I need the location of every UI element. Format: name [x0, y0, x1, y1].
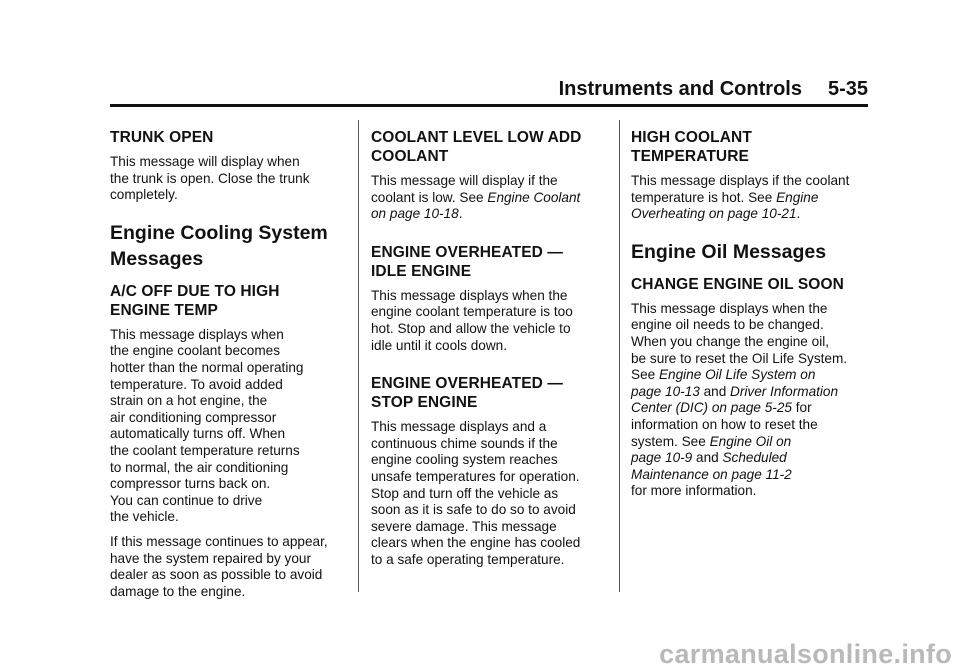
- column-middle: [371, 124, 603, 577]
- oil-life-page-ref: page 10-13: [631, 383, 700, 399]
- change-oil-heading: CHANGE ENGINE OIL SOON: [631, 275, 844, 293]
- overheated-stop-heading: ENGINE OVERHEATED — STOP ENGINE: [371, 375, 563, 412]
- section-title: Instruments and Controls: [558, 78, 802, 100]
- coolant-low-heading: COOLANT LEVEL LOW ADD COOLANT: [371, 129, 582, 165]
- overheated-idle-heading: ENGINE OVERHEATED — IDLE ENGINE: [371, 243, 563, 280]
- high-coolant-heading: HIGH COOLANT TEMPERATURE: [631, 129, 752, 165]
- page-header: [559, 78, 868, 101]
- engine-coolant-reference: Engine Coolant: [487, 189, 581, 205]
- engine-overheating-page-ref: Overheating on page 10-21: [631, 206, 797, 222]
- trunk-open-heading: TRUNK OPEN: [110, 129, 214, 146]
- header-rule: [110, 104, 868, 107]
- engine-oil-heading: Engine Oil Messages: [631, 240, 827, 263]
- dic-page-ref: Center (DIC) on page 5-25: [631, 400, 792, 416]
- column-right: [631, 124, 863, 508]
- engine-cooling-heading: Engine Cooling System Messages: [110, 221, 328, 270]
- ac-off-heading: A/C OFF DUE TO HIGH ENGINE TEMP: [110, 282, 280, 319]
- column-left: [110, 124, 342, 608]
- high-coolant-text: This message displays if the coolant temperature is hot. See Engine Overheating on page 10-21.: [631, 173, 850, 222]
- change-oil-text: This message displays when the engine oil needs to be changed. When you change the engine oil, be sure to reset the Oil Life System. See Engine Oil Life System on page 10-13 and Driver Information Center (DIC) on page 5-25 for information on how to reset the system. See Engine Oil on page 10-9 and Scheduled Maintenance on page 11-2 for more information.: [631, 300, 848, 499]
- overheated-idle-text: This message displays when the engine coolant temperature is too hot. Stop and allow the vehicle to idle until it cools down.: [371, 287, 573, 353]
- page-number: 5-35: [827, 78, 868, 100]
- engine-oil-page-ref: page 10-9: [631, 450, 693, 466]
- dic-reference: Driver Information: [730, 383, 839, 399]
- trunk-open-text: This message will display when the trunk is open. Close the trunk completely.: [110, 154, 310, 203]
- ac-off-text: This message displays when the engine coolant becomes hotter than the normal operating temperature. To avoid added strain on a hot engine, the air conditioning compressor automatically turns off. When the coolant temperature returns to normal, the air conditioning compressor turns back on. You can continue to drive the vehicle.: [110, 326, 304, 525]
- oil-life-system-reference: Engine Oil Life System on: [658, 367, 816, 383]
- coolant-low-text: This message will display if the coolant is low. See Engine Coolant on page 10-18.: [371, 173, 581, 222]
- engine-overheating-reference: Engine: [776, 189, 819, 205]
- scheduled-maintenance-reference: Scheduled: [722, 450, 787, 466]
- overheated-stop-text: This message displays and a continuous chime sounds if the engine cooling system reaches unsafe temperatures for operation. Stop and turn off the vehicle as soon as it is safe to do so to avoid severe damage. This message clears when the engine has cooled to a safe operating temperature.: [371, 419, 581, 567]
- scheduled-maintenance-page-ref: Maintenance on page 11-2: [631, 466, 792, 482]
- repair-text: If this message continues to appear, have the system repaired by your dealer as soon as possible to avoid damage to the engine.: [110, 533, 328, 599]
- engine-oil-reference: Engine Oil on: [709, 433, 792, 449]
- engine-coolant-page-ref: on page 10-18: [371, 206, 459, 222]
- column-divider: [619, 120, 620, 592]
- watermark: carmanualsonline.info: [659, 639, 952, 669]
- column-divider: [358, 120, 359, 592]
